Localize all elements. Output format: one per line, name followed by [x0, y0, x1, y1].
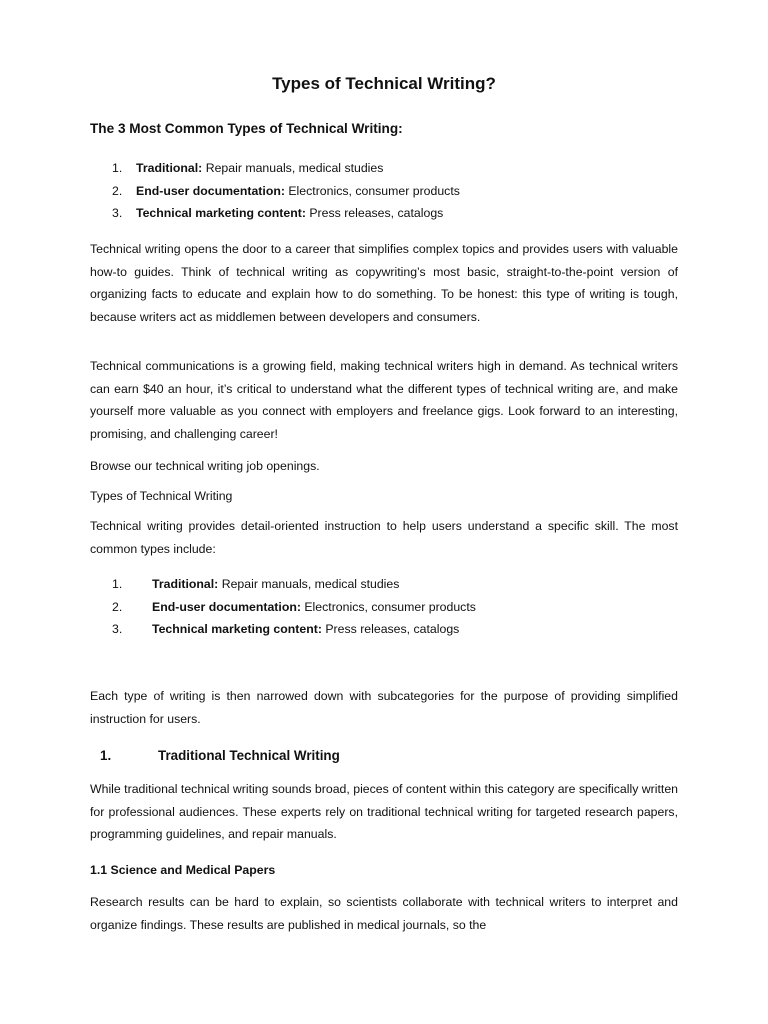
list-term: Traditional: [152, 577, 219, 591]
subsection-heading: 1.1 Science and Medical Papers [90, 863, 276, 877]
primary-type-list [90, 157, 460, 225]
list-number: 3. [112, 622, 123, 636]
types-line: Types of Technical Writing [90, 489, 233, 503]
list-term: Technical marketing content: [136, 206, 306, 220]
common-types-heading: The 3 Most Common Types of Technical Writing: [90, 121, 403, 136]
section-number: 1. [100, 748, 112, 763]
list-item [90, 180, 460, 203]
list-item [90, 618, 476, 641]
list-term: End-user documentation: [136, 183, 285, 198]
secondary-type-list [90, 573, 476, 641]
list-number: 2. [112, 183, 123, 198]
list-desc: Press releases, catalogs [305, 206, 444, 220]
document-title: Types of Technical Writing? [272, 74, 496, 93]
list-item [90, 202, 460, 225]
list-desc: Repair manuals, medical studies [218, 577, 400, 591]
list-desc: Electronics, consumer products [300, 599, 476, 614]
section-title: Traditional Technical Writing [158, 748, 340, 763]
list-number: 1. [112, 577, 123, 591]
detail-paragraph: Technical writing provides detail-oriented instruction to help users understand a specific skill. The most common types include: [90, 519, 678, 556]
field-paragraph: Technical communications is a growing field, making technical writers high in demand. As technical writers can earn $40 an hour, it’s critical to understand what the different types of technical writing are, and make yourself more valuable as you connect with employers and freelance gigs. Look forward to an interesting, promising, and challenging career! [90, 359, 678, 441]
list-number: 1. [112, 161, 123, 175]
list-item [90, 573, 476, 596]
list-item [90, 157, 460, 180]
list-term: End-user documentation: [152, 599, 301, 614]
list-term: Technical marketing content: [152, 622, 322, 636]
list-desc: Press releases, catalogs [321, 622, 460, 636]
subcategories-paragraph: Each type of writing is then narrowed down with subcategories for the purpose of providing simplified instruction for users. [90, 689, 678, 726]
traditional-paragraph: While traditional technical writing sounds broad, pieces of content within this category are specifically written for professional audiences. These experts rely on traditional technical writing for targeted research papers, programming guidelines, and repair manuals. [90, 782, 678, 842]
list-number: 3. [112, 206, 123, 220]
job-openings-line: Browse our technical writing job openings. [90, 459, 320, 473]
intro-paragraph: Technical writing opens the door to a career that simplifies complex topics and provides users with valuable how-to guides. Think of technical writing as copywriting’s most basic, straight-to-the-point version of organizing facts to educate and explain how to do something. To be honest: this type of writing is tough, because writers act as middlemen between developers and consumers. [90, 242, 678, 324]
list-term: Traditional: [136, 161, 203, 175]
list-desc: Repair manuals, medical studies [202, 161, 384, 175]
research-paragraph: Research results can be hard to explain, so scientists collaborate with technical writers to interpret and organize findings. These results are published in medical journals, so the [90, 895, 678, 932]
list-number: 2. [112, 599, 123, 614]
list-item [90, 596, 476, 619]
list-desc: Electronics, consumer products [284, 183, 460, 198]
